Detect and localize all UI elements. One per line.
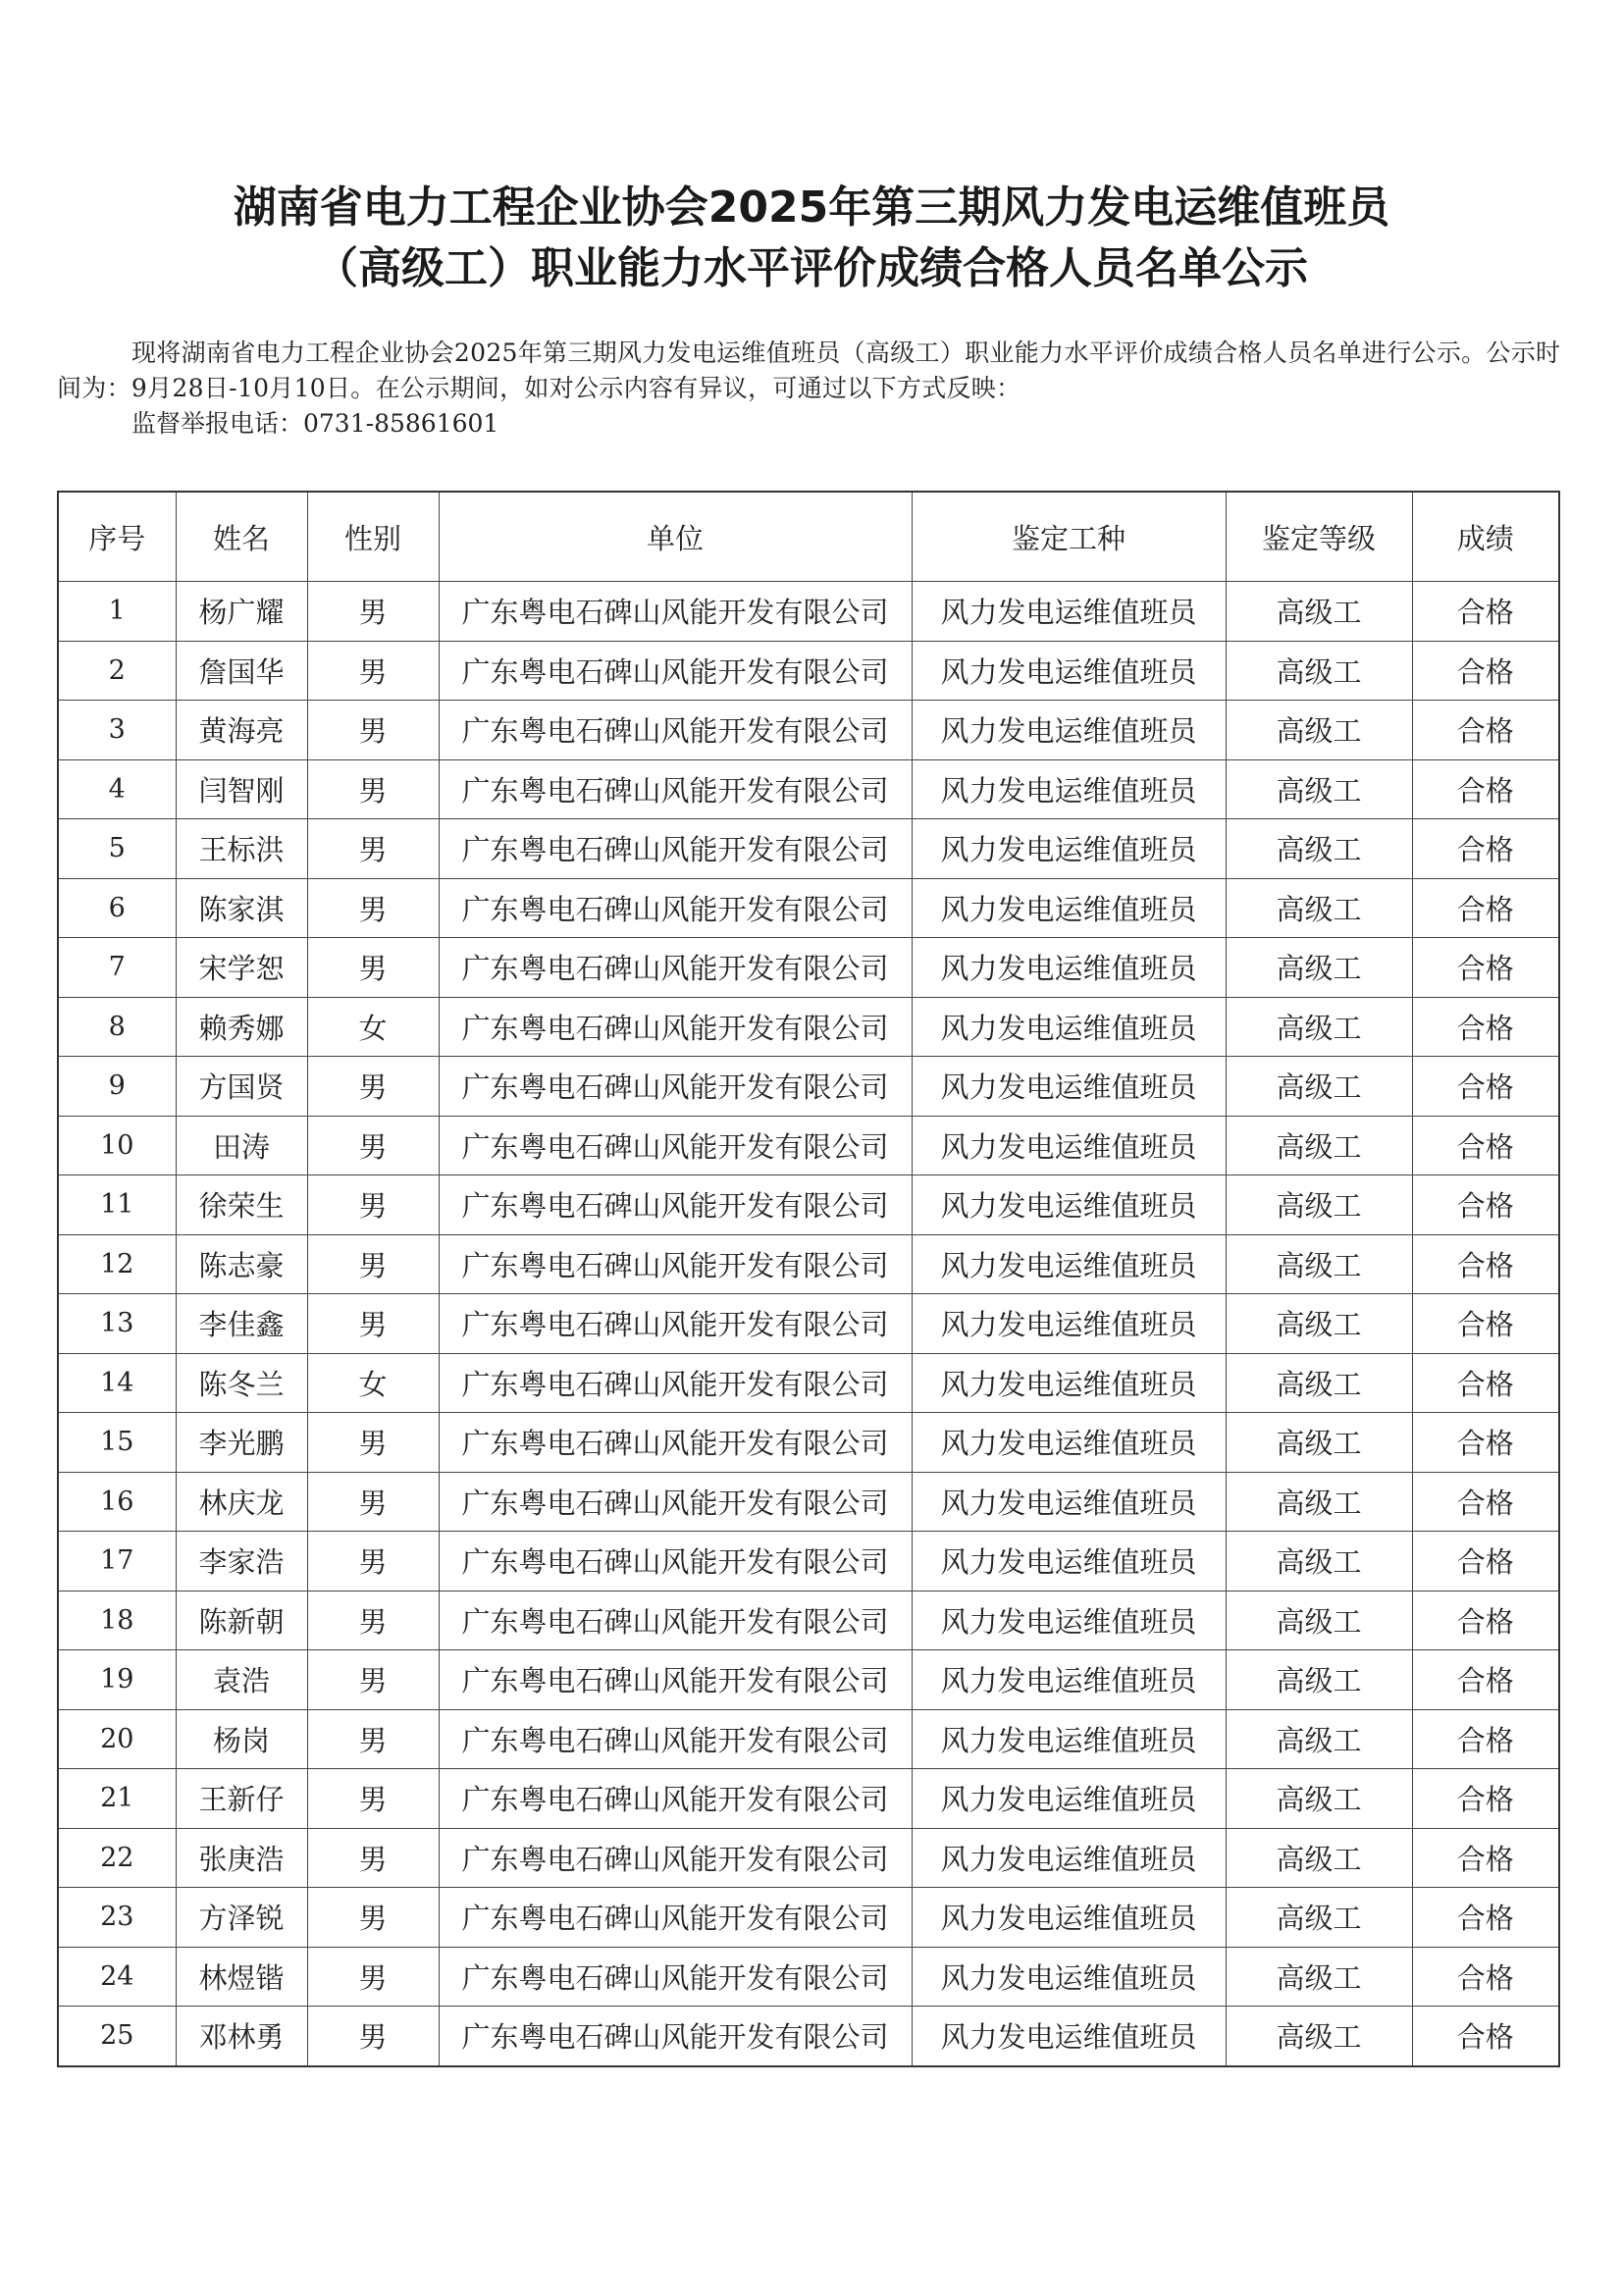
cell-no: 1 xyxy=(58,582,176,642)
cell-result: 合格 xyxy=(1412,1532,1559,1592)
cell-level: 高级工 xyxy=(1226,1709,1412,1769)
cell-trade: 风力发电运维值班员 xyxy=(912,1709,1226,1769)
cell-gender: 男 xyxy=(307,1057,439,1117)
cell-gender: 男 xyxy=(307,1175,439,1235)
cell-no: 22 xyxy=(58,1828,176,1888)
cell-no: 18 xyxy=(58,1591,176,1650)
notice-paragraph: 现将湖南省电力工程企业协会2025年第三期风力发电运维值班员（高级工）职业能力水平评价成绩合格人员名单进行公示。公示时间为：9月28日-10月10日。在公示期间，如对公示内容有异议，可通过以下方式反映： xyxy=(57,339,1561,402)
cell-unit: 广东粤电石碑山风能开发有限公司 xyxy=(439,1057,912,1117)
header-level: 鉴定等级 xyxy=(1226,492,1412,582)
cell-unit: 广东粤电石碑山风能开发有限公司 xyxy=(439,701,912,760)
header-gender: 性别 xyxy=(307,492,439,582)
cell-no: 8 xyxy=(58,997,176,1057)
cell-no: 13 xyxy=(58,1294,176,1354)
table-row xyxy=(58,878,1559,938)
table-row xyxy=(58,1947,1559,2007)
cell-trade: 风力发电运维值班员 xyxy=(912,878,1226,938)
cell-result: 合格 xyxy=(1412,1947,1559,2007)
cell-name: 李光鹏 xyxy=(176,1413,307,1473)
cell-gender: 男 xyxy=(307,759,439,819)
table-row xyxy=(58,1057,1559,1117)
cell-unit: 广东粤电石碑山风能开发有限公司 xyxy=(439,2007,912,2066)
table-row xyxy=(58,1116,1559,1175)
cell-result: 合格 xyxy=(1412,938,1559,998)
cell-unit: 广东粤电石碑山风能开发有限公司 xyxy=(439,938,912,998)
cell-unit: 广东粤电石碑山风能开发有限公司 xyxy=(439,878,912,938)
cell-trade: 风力发电运维值班员 xyxy=(912,819,1226,879)
table-row xyxy=(58,582,1559,642)
cell-gender: 男 xyxy=(307,1413,439,1473)
cell-unit: 广东粤电石碑山风能开发有限公司 xyxy=(439,1888,912,1948)
cell-result: 合格 xyxy=(1412,1116,1559,1175)
cell-no: 25 xyxy=(58,2007,176,2066)
cell-gender: 女 xyxy=(307,1353,439,1413)
cell-result: 合格 xyxy=(1412,1413,1559,1473)
cell-gender: 男 xyxy=(307,1947,439,2007)
cell-result: 合格 xyxy=(1412,641,1559,701)
cell-trade: 风力发电运维值班员 xyxy=(912,1234,1226,1294)
cell-gender: 男 xyxy=(307,1828,439,1888)
cell-trade: 风力发电运维值班员 xyxy=(912,1888,1226,1948)
cell-level: 高级工 xyxy=(1226,582,1412,642)
cell-no: 5 xyxy=(58,819,176,879)
table-row xyxy=(58,819,1559,879)
cell-unit: 广东粤电石碑山风能开发有限公司 xyxy=(439,759,912,819)
cell-no: 14 xyxy=(58,1353,176,1413)
cell-no: 9 xyxy=(58,1057,176,1117)
table-row xyxy=(58,1650,1559,1710)
cell-name: 陈家淇 xyxy=(176,878,307,938)
supervision-hotline: 监督举报电话：0731-85861601 xyxy=(131,409,499,438)
cell-result: 合格 xyxy=(1412,1353,1559,1413)
cell-trade: 风力发电运维值班员 xyxy=(912,1057,1226,1117)
cell-no: 21 xyxy=(58,1769,176,1829)
table-row xyxy=(58,1532,1559,1592)
cell-result: 合格 xyxy=(1412,1769,1559,1829)
cell-gender: 男 xyxy=(307,641,439,701)
cell-result: 合格 xyxy=(1412,1888,1559,1948)
cell-no: 4 xyxy=(58,759,176,819)
cell-level: 高级工 xyxy=(1226,1650,1412,1710)
table-body xyxy=(58,582,1559,2066)
cell-result: 合格 xyxy=(1412,819,1559,879)
page-title-line-1: 湖南省电力工程企业协会2025年第三期风力发电运维值班员 xyxy=(233,183,1390,233)
cell-trade: 风力发电运维值班员 xyxy=(912,701,1226,760)
cell-level: 高级工 xyxy=(1226,1947,1412,2007)
table-row xyxy=(58,1234,1559,1294)
cell-name: 田涛 xyxy=(176,1116,307,1175)
table-row xyxy=(58,1294,1559,1354)
cell-no: 17 xyxy=(58,1532,176,1592)
cell-no: 11 xyxy=(58,1175,176,1235)
cell-level: 高级工 xyxy=(1226,997,1412,1057)
table-row xyxy=(58,938,1559,998)
cell-result: 合格 xyxy=(1412,1650,1559,1710)
cell-result: 合格 xyxy=(1412,1828,1559,1888)
cell-no: 7 xyxy=(58,938,176,998)
cell-no: 2 xyxy=(58,641,176,701)
cell-unit: 广东粤电石碑山风能开发有限公司 xyxy=(439,1294,912,1354)
cell-no: 12 xyxy=(58,1234,176,1294)
cell-level: 高级工 xyxy=(1226,1769,1412,1829)
cell-name: 张庚浩 xyxy=(176,1828,307,1888)
table-row xyxy=(58,1591,1559,1650)
cell-gender: 男 xyxy=(307,1888,439,1948)
cell-name: 杨岗 xyxy=(176,1709,307,1769)
cell-trade: 风力发电运维值班员 xyxy=(912,759,1226,819)
table-row xyxy=(58,997,1559,1057)
cell-name: 方泽锐 xyxy=(176,1888,307,1948)
cell-unit: 广东粤电石碑山风能开发有限公司 xyxy=(439,1116,912,1175)
cell-unit: 广东粤电石碑山风能开发有限公司 xyxy=(439,1413,912,1473)
cell-unit: 广东粤电石碑山风能开发有限公司 xyxy=(439,1472,912,1532)
table-row xyxy=(58,1769,1559,1829)
cell-result: 合格 xyxy=(1412,1175,1559,1235)
cell-unit: 广东粤电石碑山风能开发有限公司 xyxy=(439,1947,912,2007)
cell-no: 3 xyxy=(58,701,176,760)
cell-result: 合格 xyxy=(1412,582,1559,642)
cell-unit: 广东粤电石碑山风能开发有限公司 xyxy=(439,1234,912,1294)
cell-result: 合格 xyxy=(1412,878,1559,938)
cell-unit: 广东粤电石碑山风能开发有限公司 xyxy=(439,1532,912,1592)
cell-level: 高级工 xyxy=(1226,938,1412,998)
cell-gender: 男 xyxy=(307,1234,439,1294)
table-row xyxy=(58,1709,1559,1769)
table-row xyxy=(58,641,1559,701)
cell-name: 徐荣生 xyxy=(176,1175,307,1235)
table-row xyxy=(58,1353,1559,1413)
cell-unit: 广东粤电石碑山风能开发有限公司 xyxy=(439,582,912,642)
cell-no: 20 xyxy=(58,1709,176,1769)
cell-gender: 女 xyxy=(307,997,439,1057)
cell-gender: 男 xyxy=(307,1709,439,1769)
cell-level: 高级工 xyxy=(1226,1116,1412,1175)
cell-trade: 风力发电运维值班员 xyxy=(912,582,1226,642)
cell-gender: 男 xyxy=(307,938,439,998)
cell-gender: 男 xyxy=(307,2007,439,2066)
cell-unit: 广东粤电石碑山风能开发有限公司 xyxy=(439,641,912,701)
cell-trade: 风力发电运维值班员 xyxy=(912,1650,1226,1710)
cell-unit: 广东粤电石碑山风能开发有限公司 xyxy=(439,1591,912,1650)
table-row xyxy=(58,1888,1559,1948)
cell-no: 16 xyxy=(58,1472,176,1532)
cell-gender: 男 xyxy=(307,1769,439,1829)
cell-level: 高级工 xyxy=(1226,1294,1412,1354)
cell-name: 闫智刚 xyxy=(176,759,307,819)
cell-trade: 风力发电运维值班员 xyxy=(912,1116,1226,1175)
cell-level: 高级工 xyxy=(1226,2007,1412,2066)
header-unit: 单位 xyxy=(439,492,912,582)
cell-result: 合格 xyxy=(1412,1234,1559,1294)
cell-level: 高级工 xyxy=(1226,819,1412,879)
cell-no: 19 xyxy=(58,1650,176,1710)
cell-gender: 男 xyxy=(307,819,439,879)
cell-unit: 广东粤电石碑山风能开发有限公司 xyxy=(439,1353,912,1413)
cell-name: 陈新朝 xyxy=(176,1591,307,1650)
cell-name: 李佳鑫 xyxy=(176,1294,307,1354)
cell-name: 詹国华 xyxy=(176,641,307,701)
cell-trade: 风力发电运维值班员 xyxy=(912,1175,1226,1235)
cell-trade: 风力发电运维值班员 xyxy=(912,1828,1226,1888)
table-header-row xyxy=(58,492,1559,582)
header-result: 成绩 xyxy=(1412,492,1559,582)
cell-no: 23 xyxy=(58,1888,176,1948)
cell-unit: 广东粤电石碑山风能开发有限公司 xyxy=(439,1175,912,1235)
cell-gender: 男 xyxy=(307,1472,439,1532)
cell-gender: 男 xyxy=(307,878,439,938)
cell-trade: 风力发电运维值班员 xyxy=(912,1413,1226,1473)
cell-no: 24 xyxy=(58,1947,176,2007)
cell-level: 高级工 xyxy=(1226,1175,1412,1235)
cell-level: 高级工 xyxy=(1226,1888,1412,1948)
cell-result: 合格 xyxy=(1412,1057,1559,1117)
cell-level: 高级工 xyxy=(1226,1413,1412,1473)
cell-name: 邓林勇 xyxy=(176,2007,307,2066)
cell-result: 合格 xyxy=(1412,759,1559,819)
cell-name: 宋学恕 xyxy=(176,938,307,998)
cell-trade: 风力发电运维值班员 xyxy=(912,1294,1226,1354)
cell-name: 黄海亮 xyxy=(176,701,307,760)
cell-unit: 广东粤电石碑山风能开发有限公司 xyxy=(439,1769,912,1829)
cell-name: 陈志豪 xyxy=(176,1234,307,1294)
header-trade: 鉴定工种 xyxy=(912,492,1226,582)
cell-gender: 男 xyxy=(307,1532,439,1592)
cell-unit: 广东粤电石碑山风能开发有限公司 xyxy=(439,1709,912,1769)
cell-trade: 风力发电运维值班员 xyxy=(912,1472,1226,1532)
cell-name: 杨广耀 xyxy=(176,582,307,642)
cell-trade: 风力发电运维值班员 xyxy=(912,1769,1226,1829)
cell-trade: 风力发电运维值班员 xyxy=(912,997,1226,1057)
cell-name: 王新仔 xyxy=(176,1769,307,1829)
table-row xyxy=(58,759,1559,819)
cell-level: 高级工 xyxy=(1226,1057,1412,1117)
cell-level: 高级工 xyxy=(1226,1472,1412,1532)
cell-result: 合格 xyxy=(1412,701,1559,760)
cell-gender: 男 xyxy=(307,1294,439,1354)
table-row xyxy=(58,1472,1559,1532)
cell-name: 赖秀娜 xyxy=(176,997,307,1057)
cell-name: 林煜锴 xyxy=(176,1947,307,2007)
table-row xyxy=(58,2007,1559,2066)
header-no: 序号 xyxy=(58,492,176,582)
cell-level: 高级工 xyxy=(1226,878,1412,938)
cell-name: 李家浩 xyxy=(176,1532,307,1592)
cell-level: 高级工 xyxy=(1226,1234,1412,1294)
cell-gender: 男 xyxy=(307,1116,439,1175)
cell-unit: 广东粤电石碑山风能开发有限公司 xyxy=(439,1650,912,1710)
cell-gender: 男 xyxy=(307,701,439,760)
cell-result: 合格 xyxy=(1412,1709,1559,1769)
cell-result: 合格 xyxy=(1412,1591,1559,1650)
cell-no: 10 xyxy=(58,1116,176,1175)
cell-name: 方国贤 xyxy=(176,1057,307,1117)
cell-result: 合格 xyxy=(1412,1294,1559,1354)
cell-result: 合格 xyxy=(1412,1472,1559,1532)
cell-unit: 广东粤电石碑山风能开发有限公司 xyxy=(439,819,912,879)
cell-no: 15 xyxy=(58,1413,176,1473)
table-row xyxy=(58,701,1559,760)
page-title-line-2: （高级工）职业能力水平评价成绩合格人员名单公示 xyxy=(315,243,1308,293)
cell-trade: 风力发电运维值班员 xyxy=(912,938,1226,998)
cell-unit: 广东粤电石碑山风能开发有限公司 xyxy=(439,997,912,1057)
cell-result: 合格 xyxy=(1412,997,1559,1057)
cell-gender: 男 xyxy=(307,1591,439,1650)
cell-trade: 风力发电运维值班员 xyxy=(912,2007,1226,2066)
cell-gender: 男 xyxy=(307,582,439,642)
cell-trade: 风力发电运维值班员 xyxy=(912,1947,1226,2007)
qualified-personnel-table xyxy=(57,491,1560,2067)
cell-result: 合格 xyxy=(1412,2007,1559,2066)
cell-level: 高级工 xyxy=(1226,1591,1412,1650)
table-row xyxy=(58,1175,1559,1235)
cell-trade: 风力发电运维值班员 xyxy=(912,1532,1226,1592)
cell-name: 王标洪 xyxy=(176,819,307,879)
cell-trade: 风力发电运维值班员 xyxy=(912,641,1226,701)
cell-unit: 广东粤电石碑山风能开发有限公司 xyxy=(439,1828,912,1888)
cell-no: 6 xyxy=(58,878,176,938)
table-row xyxy=(58,1413,1559,1473)
cell-name: 林庆龙 xyxy=(176,1472,307,1532)
cell-gender: 男 xyxy=(307,1650,439,1710)
header-name: 姓名 xyxy=(176,492,307,582)
cell-level: 高级工 xyxy=(1226,1828,1412,1888)
cell-level: 高级工 xyxy=(1226,641,1412,701)
cell-level: 高级工 xyxy=(1226,759,1412,819)
cell-level: 高级工 xyxy=(1226,1532,1412,1592)
table-row xyxy=(58,1828,1559,1888)
cell-trade: 风力发电运维值班员 xyxy=(912,1591,1226,1650)
cell-trade: 风力发电运维值班员 xyxy=(912,1353,1226,1413)
cell-level: 高级工 xyxy=(1226,1353,1412,1413)
cell-name: 袁浩 xyxy=(176,1650,307,1710)
cell-name: 陈冬兰 xyxy=(176,1353,307,1413)
cell-level: 高级工 xyxy=(1226,701,1412,760)
